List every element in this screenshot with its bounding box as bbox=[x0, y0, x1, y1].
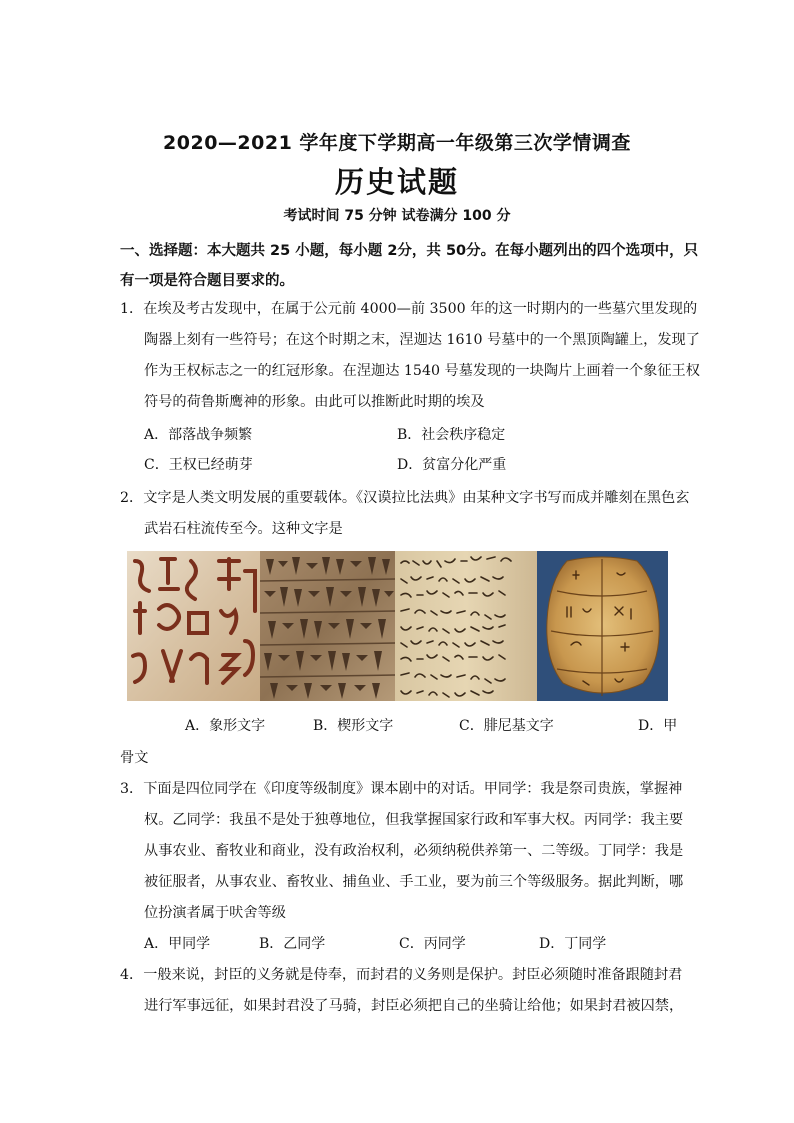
q3-line-4: 被征服者，从事农业、畜牧业、捕鱼业、手工业，要为前三个等级服务。据此判断，哪 bbox=[144, 874, 684, 890]
subject-title: 历史试题 bbox=[334, 165, 459, 199]
q1-line-4: 符号的荷鲁斯鹰神的形象。由此可以推断此时期的埃及 bbox=[144, 394, 485, 410]
section-line-2: 有一项是符合题目要求的。 bbox=[120, 273, 294, 289]
q4-line-1: 4．一般来说，封臣的义务就是侍奉，而封君的义务则是保护。封臣必须随时准备跟随封君 bbox=[120, 967, 683, 983]
q2-line-1: 2．文字是人类文明发展的重要载体。《汉谟拉比法典》由某种文字书写而成并雕刻在黑色玄 bbox=[120, 490, 690, 506]
q1-option-a[interactable]: A．部落战争频繁 bbox=[144, 427, 253, 443]
q3-line-2: 权。乙同学：我虽不是处于独尊地位，但我掌握国家行政和军事大权。丙同学：我主要 bbox=[144, 812, 684, 828]
q1-option-b[interactable]: B．社会秩序稳定 bbox=[397, 427, 506, 443]
question-1 bbox=[120, 294, 700, 418]
q1-options-row-2 bbox=[144, 450, 684, 480]
oracle-bone-image bbox=[537, 551, 668, 701]
section-line-1: 一、选择题：本大题共 25 小题，每小题 2分，共 50分。在每小题列出的四个选项中，只 bbox=[120, 243, 699, 259]
script-images bbox=[127, 551, 668, 701]
q3-option-c[interactable]: C．丙同学 bbox=[399, 936, 466, 952]
q3-option-b[interactable]: B．乙同学 bbox=[259, 936, 326, 952]
q1-option-c[interactable]: C．王权已经萌芽 bbox=[144, 457, 253, 473]
q4-line-2: 进行军事远征，如果封君没了马骑，封臣必须把自己的坐骑让给他；如果封君被囚禁， bbox=[144, 998, 684, 1014]
q1-option-d[interactable]: D．贫富分化严重 bbox=[397, 457, 507, 473]
q2-option-b[interactable]: B．楔形文字 bbox=[313, 718, 394, 734]
cuneiform-image bbox=[260, 551, 395, 701]
section-heading bbox=[120, 236, 699, 296]
q2-options-row bbox=[185, 711, 725, 741]
question-4 bbox=[120, 960, 684, 1022]
q3-line-1: 3．下面是四位同学在《印度等级制度》课本剧中的对话。甲同学：我是祭司贵族，掌握神 bbox=[120, 781, 683, 797]
q2-option-d-wrap: 骨文 bbox=[120, 750, 149, 766]
q2-option-d[interactable]: D．甲 bbox=[638, 718, 678, 734]
q2-option-a[interactable]: A．象形文字 bbox=[185, 718, 266, 734]
exam-title: 2020—2021 学年度下学期高一年级第三次学情调查 bbox=[163, 132, 631, 154]
q3-option-d[interactable]: D．丁同学 bbox=[539, 936, 607, 952]
q3-option-a[interactable]: A．甲同学 bbox=[144, 936, 211, 952]
q1-line-2: 陶器上刻有一些符号；在这个时期之末，涅迦达 1610 号墓中的一个黑顶陶罐上，发现了 bbox=[144, 332, 700, 348]
q1-line-1: 1．在埃及考古发现中，在属于公元前 4000—前 3500 年的这一时期内的一些墓穴里发现的 bbox=[120, 301, 698, 317]
q2-option-c[interactable]: C．腓尼基文字 bbox=[459, 718, 554, 734]
exam-info: 考试时间 75 分钟 试卷满分 100 分 bbox=[283, 208, 511, 224]
q1-line-3: 作为王权标志之一的红冠形象。在涅迦达 1540 号墓发现的一块陶片上画着一个象征王权 bbox=[144, 363, 700, 379]
q3-options-row bbox=[144, 929, 684, 959]
question-2 bbox=[120, 483, 690, 545]
q2-line-2: 武岩石柱流传至今。这种文字是 bbox=[144, 521, 343, 537]
q1-options-row-1 bbox=[144, 420, 684, 450]
hieratic-papyrus-image bbox=[395, 551, 537, 701]
seal-script-image bbox=[127, 551, 260, 701]
question-3 bbox=[120, 774, 684, 929]
q3-line-3: 从事农业、畜牧业和商业，没有政治权利，必须纳税供养第一、二等级。丁同学：我是 bbox=[144, 843, 684, 859]
q3-line-5: 位扮演者属于吠舍等级 bbox=[144, 905, 286, 921]
